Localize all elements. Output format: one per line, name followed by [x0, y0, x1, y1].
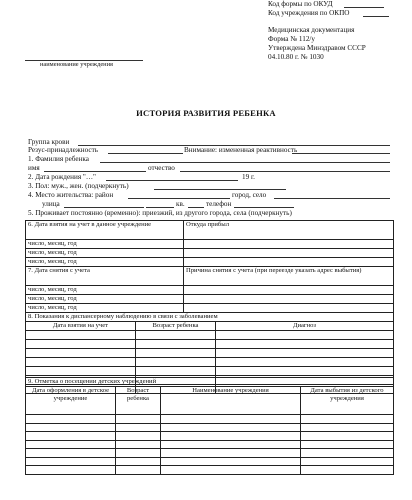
table-cell[interactable] — [116, 466, 161, 475]
page-title: ИСТОРИЯ РАЗВИТИЯ РЕБЕНКА — [136, 108, 276, 118]
table-cell[interactable] — [26, 449, 116, 458]
table-cell[interactable] — [26, 423, 116, 432]
table-cell[interactable] — [26, 440, 116, 449]
dmy-cell[interactable]: число, месяц, год — [26, 286, 184, 295]
approved-by: Утверждена Минздравом СССР — [268, 44, 366, 52]
phone-label: телефон — [206, 200, 232, 208]
okpo-label: Код учреждения по ОКПО — [268, 9, 350, 17]
table-cell[interactable] — [136, 349, 216, 358]
reason-blank[interactable] — [184, 286, 394, 295]
okud-label: Код формы по ОКУД — [268, 0, 333, 8]
dmy-cell[interactable]: число, месяц, год — [26, 295, 184, 304]
col-enroll-date: Дата оформления в детское учреждение — [26, 387, 116, 415]
patronymic-label: отчество — [148, 164, 175, 172]
col-age: Возраст ребенка — [136, 322, 216, 331]
dmy-cell[interactable]: число, месяц, год — [26, 304, 184, 313]
from-where-cell[interactable]: Откуда прибыл — [184, 221, 394, 240]
institution-label: наименование учреждения — [40, 61, 113, 68]
phone-line[interactable] — [234, 207, 294, 208]
rhesus-line[interactable] — [108, 153, 183, 154]
reason-cell[interactable]: Причина снятия с учета (при переезде указать адрес выбытия) — [184, 267, 394, 286]
col-institution-name: Наименование учреждения — [161, 387, 301, 415]
surname-label: 1. Фамилия ребенка — [28, 155, 89, 163]
birth-date-label: 2. Дата рождения "…" — [28, 173, 96, 181]
table-cell[interactable] — [301, 466, 394, 475]
approval-date: 04.10.80 г. № 1030 — [268, 53, 324, 61]
table-cell[interactable] — [26, 331, 136, 340]
col-leave-date: Дата выбытия из детского учреждения — [301, 387, 394, 415]
table-cell[interactable] — [161, 466, 301, 475]
table-cell[interactable] — [116, 449, 161, 458]
table-cell[interactable] — [26, 466, 116, 475]
table-cell[interactable] — [216, 349, 394, 358]
table-cell[interactable] — [26, 415, 116, 424]
dmy-cell[interactable]: число, месяц, год — [26, 249, 184, 258]
apt-line[interactable] — [188, 207, 204, 208]
sex-line[interactable] — [154, 189, 286, 190]
registration-table — [25, 220, 394, 313]
okud-line — [344, 7, 384, 8]
table-cell[interactable] — [116, 432, 161, 441]
surname-line[interactable] — [100, 162, 390, 163]
patronymic-line[interactable] — [180, 171, 390, 172]
permanent-label: 5. Проживает постоянно (временно): приезжий, из другого города, села (подчеркнуть) — [28, 209, 292, 217]
apt-label: кв. — [176, 200, 185, 208]
table-cell[interactable] — [301, 449, 394, 458]
dmy-cell[interactable]: число, месяц, год — [26, 240, 184, 249]
table-cell[interactable] — [301, 432, 394, 441]
table-cell[interactable] — [301, 415, 394, 424]
institutions-table — [25, 377, 394, 475]
table-cell[interactable] — [161, 457, 301, 466]
table-cell[interactable] — [26, 340, 136, 349]
section8-title: 8. Показания к диспансерному наблюдению в связи с заболеванием — [26, 313, 394, 322]
table-cell[interactable] — [26, 432, 116, 441]
table-cell[interactable] — [26, 358, 136, 367]
table-cell[interactable] — [161, 415, 301, 424]
city-label: город, село — [232, 191, 267, 199]
doc-type: Медицинская документация — [268, 26, 355, 34]
date-taken-cell[interactable]: 6. Дата взятия на учет в данное учреждение — [26, 221, 184, 240]
district-line[interactable] — [128, 198, 230, 199]
table-cell[interactable] — [216, 358, 394, 367]
table-cell[interactable] — [136, 331, 216, 340]
table-cell[interactable] — [116, 423, 161, 432]
name-line[interactable] — [44, 171, 146, 172]
rhesus-label: Резус-принадлежность — [28, 146, 98, 154]
table-cell[interactable] — [216, 331, 394, 340]
street-line[interactable] — [64, 207, 144, 208]
table-cell[interactable] — [116, 457, 161, 466]
table-cell[interactable] — [136, 367, 216, 376]
table-cell[interactable] — [26, 457, 116, 466]
table-cell[interactable] — [161, 432, 301, 441]
year-suffix: 19 г. — [242, 173, 255, 181]
col-child-age: Возраст ребенка — [116, 387, 161, 415]
table-cell[interactable] — [116, 415, 161, 424]
city-line[interactable] — [274, 198, 390, 199]
street-label: улица — [42, 200, 60, 208]
section9-title: 9. Отметка о посещении детских учреждений — [26, 378, 394, 387]
blood-group-label: Группа крови — [28, 138, 70, 146]
table-cell[interactable] — [116, 440, 161, 449]
birth-date-line[interactable] — [106, 180, 238, 181]
from-where-blank[interactable] — [184, 240, 394, 249]
name-label: имя — [28, 164, 40, 172]
table-cell[interactable] — [161, 449, 301, 458]
date-removed-cell[interactable]: 7. Дата снятия с учета — [26, 267, 184, 286]
form-number: Форма № 112/у — [268, 35, 316, 43]
col-diagnosis: Диагноз — [216, 322, 394, 331]
okpo-line — [363, 16, 389, 17]
table-cell[interactable] — [301, 423, 394, 432]
residence-label: 4. Место жительства: район — [28, 191, 114, 199]
table-cell[interactable] — [136, 340, 216, 349]
table-cell[interactable] — [216, 367, 394, 376]
from-where-blank[interactable] — [184, 258, 394, 267]
table-cell[interactable] — [216, 340, 394, 349]
reason-blank[interactable] — [184, 295, 394, 304]
dmy-cell[interactable]: число, месяц, год — [26, 258, 184, 267]
table-cell[interactable] — [301, 440, 394, 449]
from-where-blank[interactable] — [184, 249, 394, 258]
table-cell[interactable] — [26, 349, 136, 358]
house-line[interactable] — [146, 207, 174, 208]
attention-label: Внимание: измененная реактивность — [184, 146, 298, 154]
table-cell[interactable] — [161, 440, 301, 449]
attention-line[interactable] — [292, 153, 390, 154]
table-cell[interactable] — [136, 358, 216, 367]
table-cell[interactable] — [161, 423, 301, 432]
table-cell[interactable] — [26, 367, 136, 376]
sex-label: 3. Пол: муж., жен. (подчеркнуть) — [28, 182, 129, 190]
col-date-taken: Дата взятия на учет — [26, 322, 136, 331]
table-cell[interactable] — [301, 457, 394, 466]
